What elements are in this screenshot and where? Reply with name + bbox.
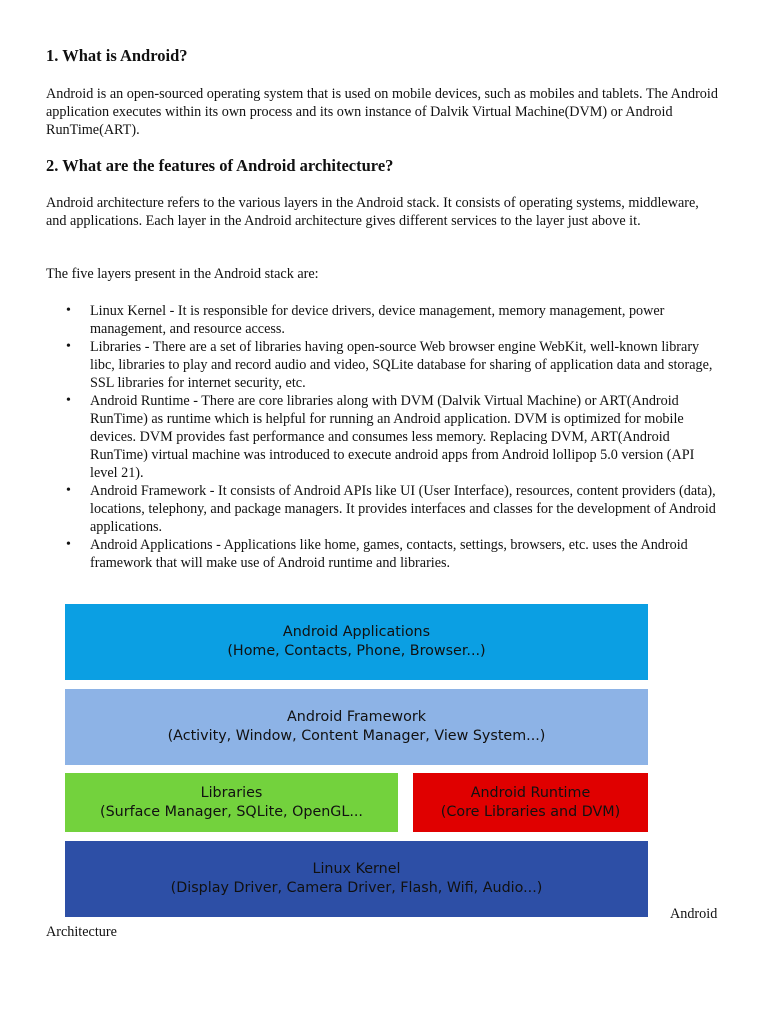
list-item: • Android Runtime - There are core libraries along with DVM (Dalvik Virtual Machine) or ART(Android RunTime) as runtime which is helpful for running an Android application. DVM is optimized for mobile devices. DVM provides fast performance and consumes less memory. Replacing DVM, ART(Android RunTime) virtual machine was introduced to execute android apps from Android lollipop 5.0 version (API level 21). xyxy=(46,392,722,482)
section1-paragraph: Android is an open-sourced operating system that is used on mobile devices, such as mobiles and tablets. The Android application executes within its own process and its own instance of Dalvik Virtual Machine(DVM) or Android RunTime(ART). xyxy=(46,86,718,138)
layer-framework-subtitle: (Activity, Window, Content Manager, View System...) xyxy=(167,728,546,744)
layer-libraries xyxy=(65,773,398,832)
layer-runtime xyxy=(413,773,648,832)
layers-list xyxy=(46,302,722,572)
layer-kernel-title: Linux Kernel xyxy=(312,861,401,877)
layer-applications-subtitle: (Home, Contacts, Phone, Browser...) xyxy=(227,643,486,659)
layer-runtime-title: Android Runtime xyxy=(470,784,591,801)
list-item: • Android Applications - Applications like home, games, contacts, settings, browsers, etc. uses the Android framework that will make use of Android runtime and libraries. xyxy=(46,536,722,572)
section2-heading: 2. What are the features of Android architecture? xyxy=(46,156,394,175)
android-architecture-diagram xyxy=(65,604,648,917)
section1-heading: 1. What is Android? xyxy=(46,46,188,65)
layer-runtime-subtitle: (Core Libraries and DVM) xyxy=(440,803,621,820)
figure-caption-part1: Android xyxy=(670,906,718,922)
list-item: • Android Framework - It consists of Android APIs like UI (User Interface), resources, content providers (data), locations, telephony, and package managers. It provides interfaces and classes for the development of Android applications. xyxy=(46,482,722,536)
figure-caption-part2: Architecture xyxy=(46,924,117,940)
list-item: • Linux Kernel - It is responsible for device drivers, device management, memory management, power management, and resource access. xyxy=(46,302,722,338)
layer-applications-title: Android Applications xyxy=(282,624,431,640)
layer-libraries-subtitle: (Surface Manager, SQLite, OpenGL... xyxy=(100,803,363,820)
layer-kernel xyxy=(65,841,648,917)
list-item: • Libraries - There are a set of libraries having open-source Web browser engine WebKit, well-known library libc, libraries to play and record audio and video, SQLite database for sharing of application data and storage, SSL libraries for internet security, etc. xyxy=(46,338,722,392)
layer-libraries-title: Libraries xyxy=(200,784,263,801)
layer-framework-title: Android Framework xyxy=(287,709,426,725)
layer-kernel-subtitle: (Display Driver, Camera Driver, Flash, Wifi, Audio...) xyxy=(170,880,543,896)
section2-paragraph-2: The five layers present in the Android stack are: xyxy=(46,266,319,282)
layer-applications xyxy=(65,604,648,680)
layer-framework xyxy=(65,689,648,765)
section2-paragraph-1: Android architecture refers to the various layers in the Android stack. It consists of operating systems, middleware, and applications. Each layer in the Android architecture gives different services to the layer just above it. xyxy=(46,195,699,229)
